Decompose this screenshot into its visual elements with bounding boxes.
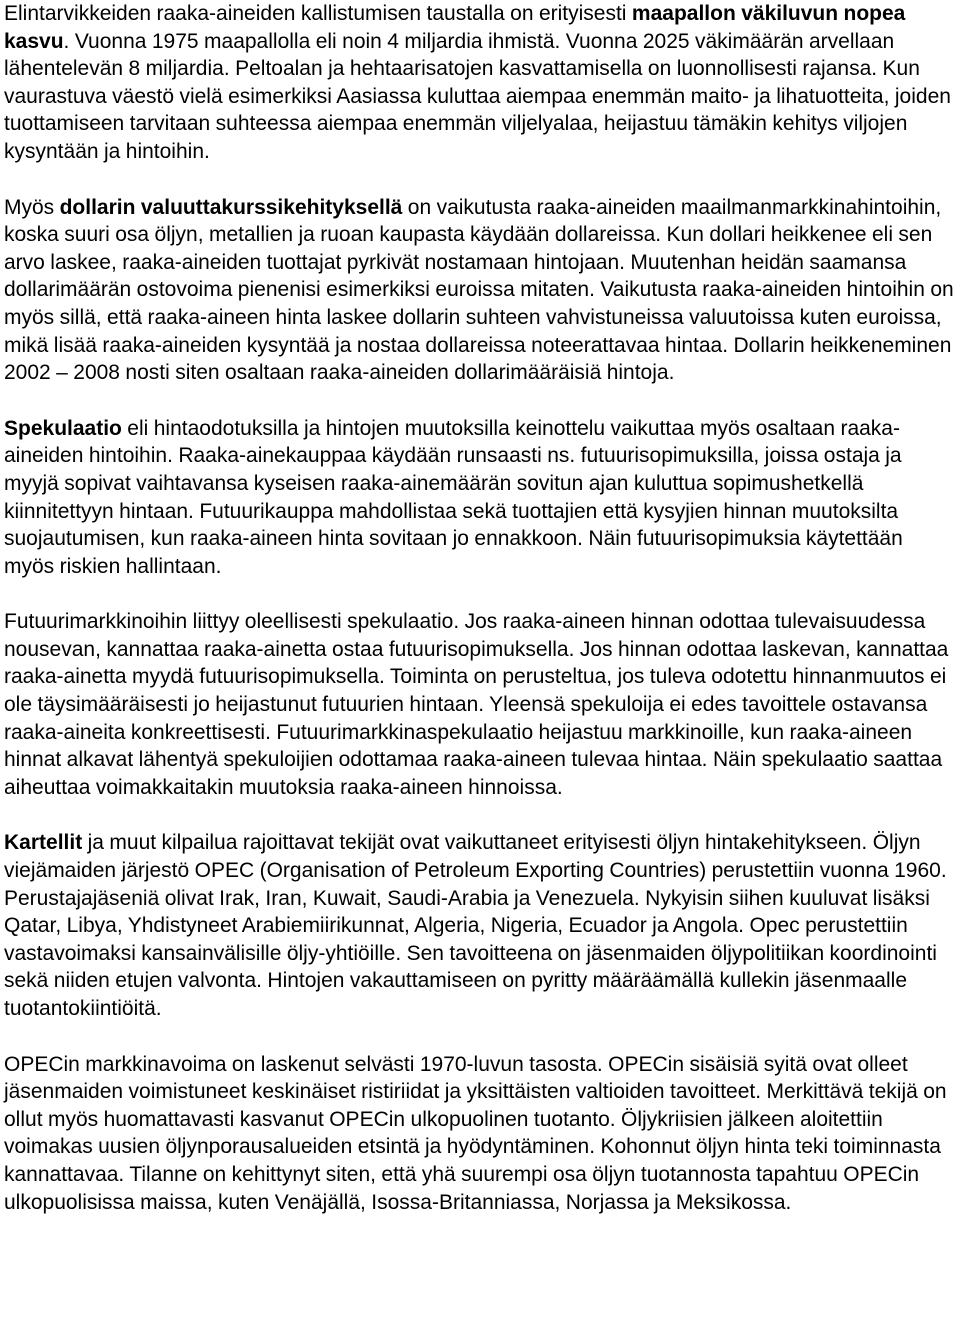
text-segment: . Vuonna 1975 maapallolla eli noin 4 miljardia ihmistä. Vuonna 2025 väkimäärän arvellaan lähentelevän 8 miljardia. Peltoalan ja hehtaarisatojen kasvattamisella on luonnollisesti rajansa. Kun vaurastuva väestö vielä esimerkiksi Aasiassa kuluttaa aiempaa enemmän maito- ja lihatuotteita, joiden tuottamiseen tarvitaan suhteessa aiempaa enemmän viljelyalaa, heijastuu tämäkin kehitys viljojen kysyntään ja hintoihin. [4,29,951,163]
paragraph-dollar-exchange [4,194,954,387]
text-segment: Elintarvikkeiden raaka-aineiden kallistumisen taustalla on erityisesti [4,2,632,25]
bold-term-speculation: Spekulaatio [4,416,122,440]
bold-term-population-growth: maapallon väkiluvun nopea kasvu [4,2,906,53]
text-segment: Myös [4,195,60,219]
text-segment: OPECin markkinavoima on laskenut selvästi 1970-luvun tasosta. OPECin sisäisiä syitä ovat olleet jäsenmaiden voimistuneet keskinäiset ristiriidat ja yksittäisten valtioiden tavoitteet. Merkittävä tekijä on ollut myös huomattavasti kasvanut OPECin ulkopuolinen tuotanto. Öljykriisien jälkeen aloitettiin voimakas uusien öljynporausalueiden etsintä ja hyödyntäminen. Kohonnut öljyn hinta teki toiminnasta kannattavaa. Tilanne on kehittynyt siten, että yhä suurempi osa öljyn tuotannosta tapahtuu OPECin ulkopuolisissa maissa, kuten Venäjällä, Isossa-Britanniassa, Norjassa ja Meksikossa. [4,1052,947,1214]
text-segment: on vaikutusta raaka-aineiden maailmanmarkkinahintoihin, koska suuri osa öljyn, metallien ja ruoan kaupasta käydään dollareissa. Kun dollari heikkenee eli sen arvo laskee, raaka-aineiden tuottajat pyrkivät nostamaan hintojaan. Muutenhan heidän saamansa dollarimäärän ostovoima pienenisi esimerkiksi euroissa mitaten. Vaikutusta raaka-aineiden hintoihin on myös sillä, että raaka-aineen hinta laskee dollarin suhteen vahvistuneissa valuutoissa kuten euroissa, mikä lisää raaka-aineiden kysyntää ja nostaa dollareissa noteerattavaa hintaa. Dollarin heikkeneminen 2002 – 2008 nosti siten osaltaan raaka-aineiden dollarimääräisiä hintoja. [4,195,954,385]
paragraph-opec-power [4,1051,954,1217]
paragraph-speculation [4,415,954,581]
paragraph-cartels [4,829,954,1022]
bold-term-cartels: Kartellit [4,831,83,855]
paragraph-population-growth [4,0,954,166]
paragraph-futures-markets [4,608,954,801]
text-segment: eli hintaodotuksilla ja hintojen muutoksilla keinottelu vaikuttaa myös osaltaan raaka-aineiden hintoihin. Raaka-ainekauppaa käydään runsaasti ns. futuurisopimuksilla, joissa ostaja ja myyjä sopivat vaihtavansa kyseisen raaka-ainemäärän sovitun ajan kuluttua sopimushetkellä kiinnitettyyn hintaan. Futuurikauppa mahdollistaa sekä tuottajien että kysyjien hinnan muutoksilta suojautumisen, kun raaka-aineen hinta sovitaan jo ennakkoon. Näin futuurisopimuksia käytettään myös riskien hallintaan. [4,416,903,578]
text-segment: Futuurimarkkinoihin liittyy oleellisesti spekulaatio. Jos raaka-aineen hinnan odottaa tulevaisuudessa nousevan, kannattaa raaka-ainetta ostaa futuurisopimuksella. Jos hinnan odottaa laskevan, kannattaa raaka-ainetta myydä futuurisopimuksella. Toiminta on perusteltua, jos tuleva odotettu hinnanmuutos ei ole täysimääräisesti jo heijastunut futuurien hintaan. Yleensä spekuloija ei edes tavoittele ostavansa raaka-aineita konkreettisesti. Futuurimarkkinaspekulaatio heijastuu markkinoille, kun raaka-aineen hinnat alkavat lähentyä spekuloijien odottamaa raaka-aineen tulevaa hintaa. Näin spekulaatio saattaa aiheuttaa voimakkaitakin muutoksia raaka-aineen hinnoissa. [4,610,949,799]
bold-term-dollar-exchange-rate: dollarin valuuttakurssikehityksellä [59,195,403,219]
text-segment: ja muut kilpailua rajoittavat tekijät ovat vaikuttaneet erityisesti öljyn hintakehitykseen. Öljyn viejämaiden järjestö OPEC (Organisation of Petroleum Exporting Countries) perustettiin vuonna 1960. Perustajajäseniä olivat Irak, Iran, Kuwait, Saudi-Arabia ja Venezuela. Nykyisin siihen kuuluvat lisäksi Qatar, Libya, Yhdistyneet Arabiemiirikunnat, Algeria, Nigeria, Ecuador ja Angola. Opec perustettiin vastavoimaksi kansainvälisille öljy-yhtiöille. Sen tavoitteena on jäsenmaiden öljypolitiikan koordinointi sekä niiden etujen valvonta. Hintojen vakauttamiseen on pyritty määräämällä kullekin jäsenmaalle tuotantokiintiöitä. [4,831,947,1020]
